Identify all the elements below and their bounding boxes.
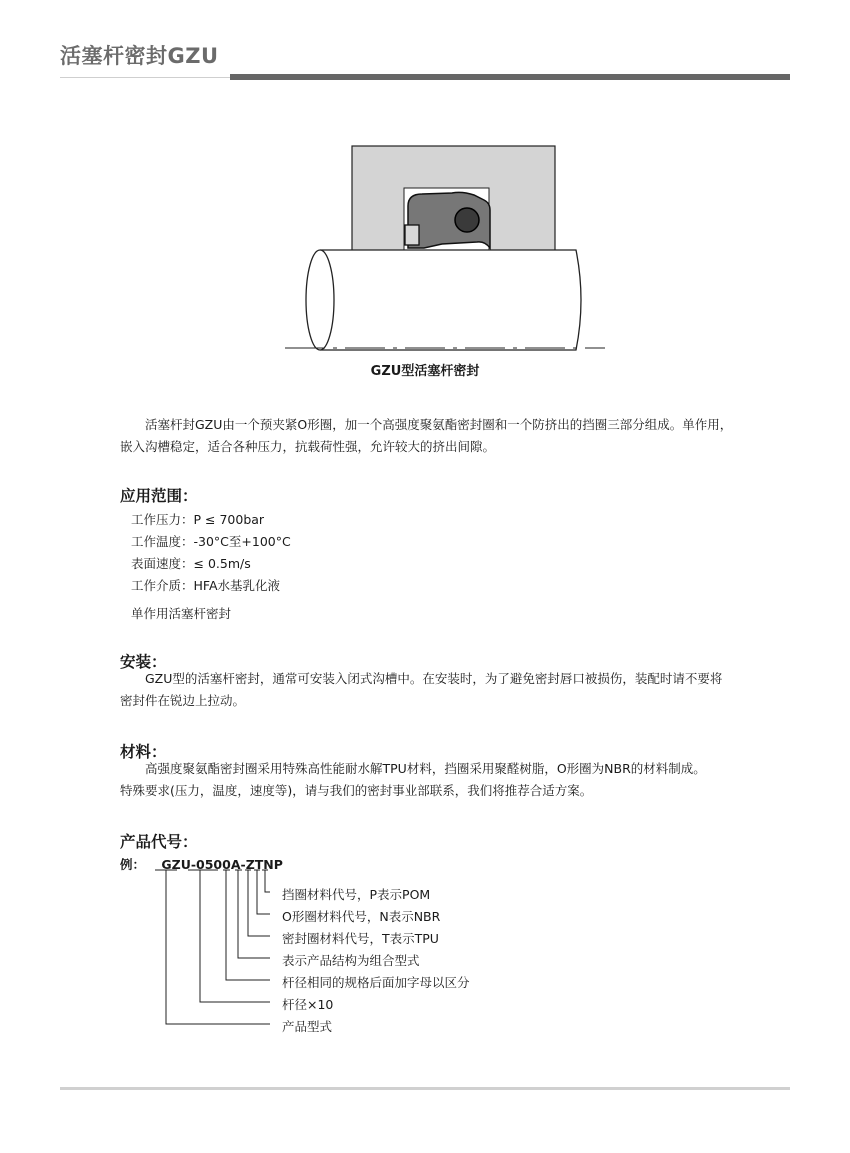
header-rule-thin [60,77,232,78]
code-item-product-type: 产品型式 [282,1019,333,1034]
code-item-backup-ring: 挡圈材料代号，P表示POM [282,887,431,902]
code-item-seal-material: 密封圈材料代号，T表示TPU [282,931,439,946]
code-item-rod-diameter: 杆径×10 [282,997,334,1012]
install-line-2: 密封件在锐边上拉动。 [120,693,246,708]
code-item-o-ring: O形圈材料代号，N表示NBR [282,909,441,924]
spec-speed: 表面速度：≤ 0.5m/s [131,556,251,571]
seal-diagram [280,140,610,360]
header-rule-thick [230,74,790,80]
intro-line-1: 活塞杆封GZU由一个预夹紧O形圈，加一个高强度聚氨酯密封圈和一个防挤出的挡圈三部分组成。单作用， [145,417,733,432]
rod-end [306,250,334,350]
code-breakdown-lines [150,868,270,1038]
code-item-variant: 杆径相同的规格后面加字母以区分 [282,975,470,990]
install-line-1: GZU型的活塞杆密封，通常可安装入闭式沟槽中。在安装时，为了避免密封唇口被损伤，装配时请不要将 [145,671,723,686]
code-example-label: 例： [120,857,146,872]
o-ring [455,208,479,232]
intro-line-2: 嵌入沟槽稳定，适合各种压力，抗载荷性强，允许较大的挤出间隙。 [120,439,496,454]
spec-medium: 工作介质：HFA水基乳化液 [131,578,280,593]
application-note: 单作用活塞杆密封 [131,606,232,621]
figure-caption: GZU型活塞杆密封 [370,364,480,379]
page-title: 活塞杆密封GZU [60,44,219,68]
material-line-2: 特殊要求(压力，温度，速度等)，请与我们的密封事业部联系，我们将推荐合适方案。 [120,783,593,798]
footer-rule [60,1087,790,1090]
material-line-1: 高强度聚氨酯密封圈采用特殊高性能耐水解TPU材料，挡圈采用聚醛树脂，O形圈为NBR的材料制成。 [145,761,706,776]
application-heading: 应用范围： [120,487,198,505]
product-code-heading: 产品代号： [120,833,198,851]
rod [320,250,581,350]
backup-ring [405,225,419,245]
material-heading: 材料： [120,743,167,761]
install-heading: 安装： [120,653,167,671]
spec-temperature: 工作温度：-30°C至+100°C [131,534,291,549]
code-example-value: GZU-0500A-ZTNP [161,857,283,872]
spec-pressure: 工作压力：P ≤ 700bar [131,512,265,527]
code-item-structure: 表示产品结构为组合型式 [282,953,420,968]
